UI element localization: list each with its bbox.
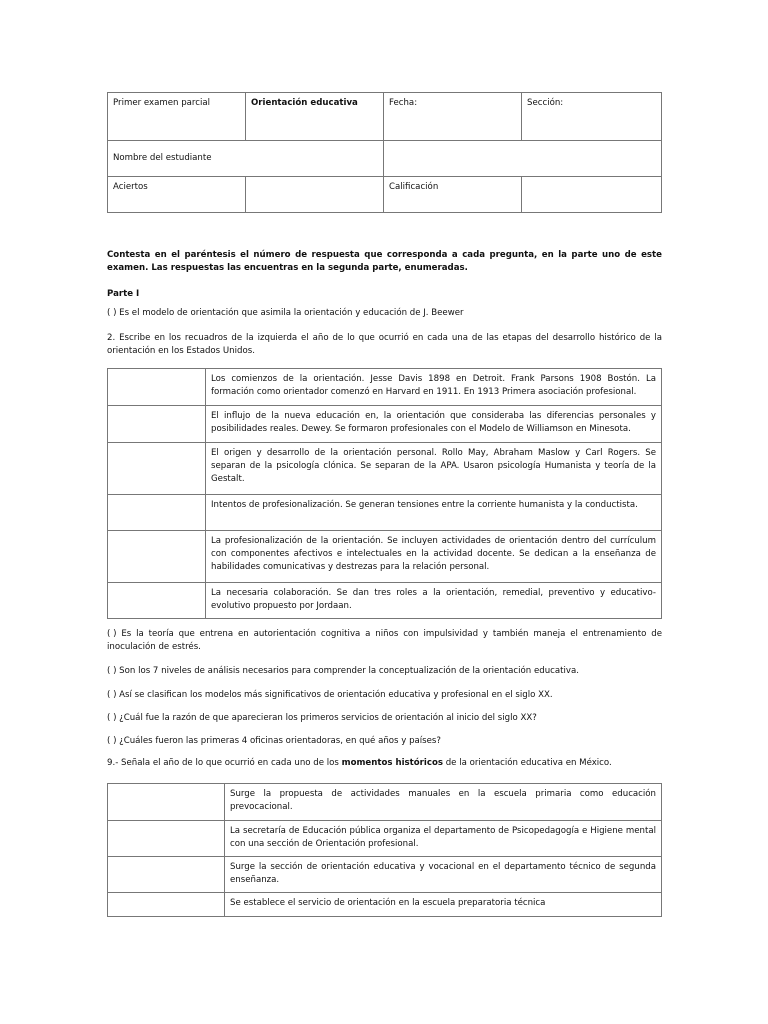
stage-text: Los comienzos de la orientación. Jesse Davis 1898 en Detroit. Frank Parsons 1908 Bostón. La formación como orientador comenzó en Harvard en 1911. En 1913 Primera asociación profesional. xyxy=(206,369,662,406)
aciertos-label: Aciertos xyxy=(108,177,246,213)
answer-paren[interactable]: ( ) xyxy=(107,308,117,318)
exam-label: Primer examen parcial xyxy=(108,93,246,141)
question-6: ( ) ¿Cuál fue la razón de que aparecieran los primeros servicios de orientación al inicio del siglo XX? xyxy=(107,712,662,725)
year-cell[interactable] xyxy=(108,583,206,619)
stage-text: Intentos de profesionalización. Se generan tensiones entre la corriente humanista y la conductista. xyxy=(206,495,662,531)
stage-text: La profesionalización de la orientación. Se incluyen actividades de orientación dentro del currículum con componentes afectivos e intelectuales en la actividad docente. Se dedican a la enseñanza de habilidades comunicativas y destrezas para la relación personal. xyxy=(206,531,662,583)
answer-paren[interactable]: ( ) xyxy=(107,690,117,700)
table-row xyxy=(108,821,662,857)
stage-text: El influjo de la nueva educación en, la orientación que consideraba las diferencias personales y posibilidades reales. Dewey. Se formaron profesionales con el Modelo de Williamson en Minesota. xyxy=(206,406,662,443)
fecha-field[interactable]: Fecha: xyxy=(384,93,522,141)
question-1: ( ) Es el modelo de orientación que asimila la orientación y educación de J. Beewer xyxy=(107,307,662,320)
year-cell[interactable] xyxy=(108,821,225,857)
year-cell[interactable] xyxy=(108,784,225,821)
mexico-history-table xyxy=(107,783,662,917)
year-cell[interactable] xyxy=(108,369,206,406)
moment-text: Surge la sección de orientación educativa y vocacional en el departamento técnico de segunda enseñanza. xyxy=(225,857,662,893)
year-cell[interactable] xyxy=(108,495,206,531)
table-row xyxy=(108,893,662,917)
table-row xyxy=(108,784,662,821)
year-cell[interactable] xyxy=(108,893,225,917)
table-row xyxy=(108,406,662,443)
subject-label: Orientación educativa xyxy=(246,93,384,141)
usa-history-table xyxy=(107,368,662,619)
student-name-label: Nombre del estudiante xyxy=(108,141,384,177)
table-row xyxy=(108,495,662,531)
student-name-field[interactable] xyxy=(384,141,662,177)
year-cell[interactable] xyxy=(108,406,206,443)
moment-text: La secretaría de Educación pública organiza el departamento de Psicopedagogía e Higiene mental con una sección de Orientación profesional. xyxy=(225,821,662,857)
instructions: Contesta en el paréntesis el número de respuesta que corresponda a cada pregunta, en la parte uno de este examen. Las respuestas las encuentras en la segunda parte, enumeradas. xyxy=(107,250,662,274)
stage-text: La necesaria colaboración. Se dan tres roles a la orientación, remedial, preventivo y educativo-evolutivo propuesto por Jordaan. xyxy=(206,583,662,619)
moment-text: Surge la propuesta de actividades manuales en la escuela primaria como educación prevocacional. xyxy=(225,784,662,821)
table-row xyxy=(108,443,662,495)
question-4: ( ) Son los 7 niveles de análisis necesarios para comprender la conceptualización de la orientación educativa. xyxy=(107,665,662,678)
moment-text: Se establece el servicio de orientación en la escuela preparatoria técnica xyxy=(225,893,662,917)
aciertos-field[interactable] xyxy=(246,177,384,213)
table-row xyxy=(108,583,662,619)
answer-paren[interactable]: ( ) xyxy=(107,629,117,639)
question-7: ( ) ¿Cuáles fueron las primeras 4 oficinas orientadoras, en qué años y países? xyxy=(107,735,662,748)
question-3: ( ) Es la teoría que entrena en autorientación cognitiva a niños con impulsividad y también maneja el entrenamiento de inoculación de estrés. xyxy=(107,629,662,653)
year-cell[interactable] xyxy=(108,857,225,893)
question-9: 9.- Señala el año de lo que ocurrió en cada uno de los momentos históricos de la orientación educativa en México. xyxy=(107,758,612,768)
stage-text: El origen y desarrollo de la orientación personal. Rollo May, Abraham Maslow y Carl Rogers. Se separan de la psicología clónica. Se separan de la APA. Usaron psicología Humanista y teoría de la Gestalt. xyxy=(206,443,662,495)
table-row xyxy=(108,369,662,406)
calificacion-label: Calificación xyxy=(384,177,522,213)
year-cell[interactable] xyxy=(108,443,206,495)
question-5: ( ) Así se clasifican los modelos más significativos de orientación educativa y profesional en el siglo XX. xyxy=(107,689,662,702)
table-row xyxy=(108,531,662,583)
answer-paren[interactable]: ( ) xyxy=(107,666,117,676)
seccion-field[interactable]: Sección: xyxy=(522,93,662,141)
answer-paren[interactable]: ( ) xyxy=(107,713,117,723)
question-2: 2. Escribe en los recuadros de la izquierda el año de lo que ocurrió en cada una de las etapas del desarrollo histórico de la orientación en los Estados Unidos. xyxy=(107,333,662,357)
calificacion-field[interactable] xyxy=(522,177,662,213)
table-row xyxy=(108,857,662,893)
year-cell[interactable] xyxy=(108,531,206,583)
header-table xyxy=(107,92,662,213)
answer-paren[interactable]: ( ) xyxy=(107,736,117,746)
part-title: Parte I xyxy=(107,289,140,299)
